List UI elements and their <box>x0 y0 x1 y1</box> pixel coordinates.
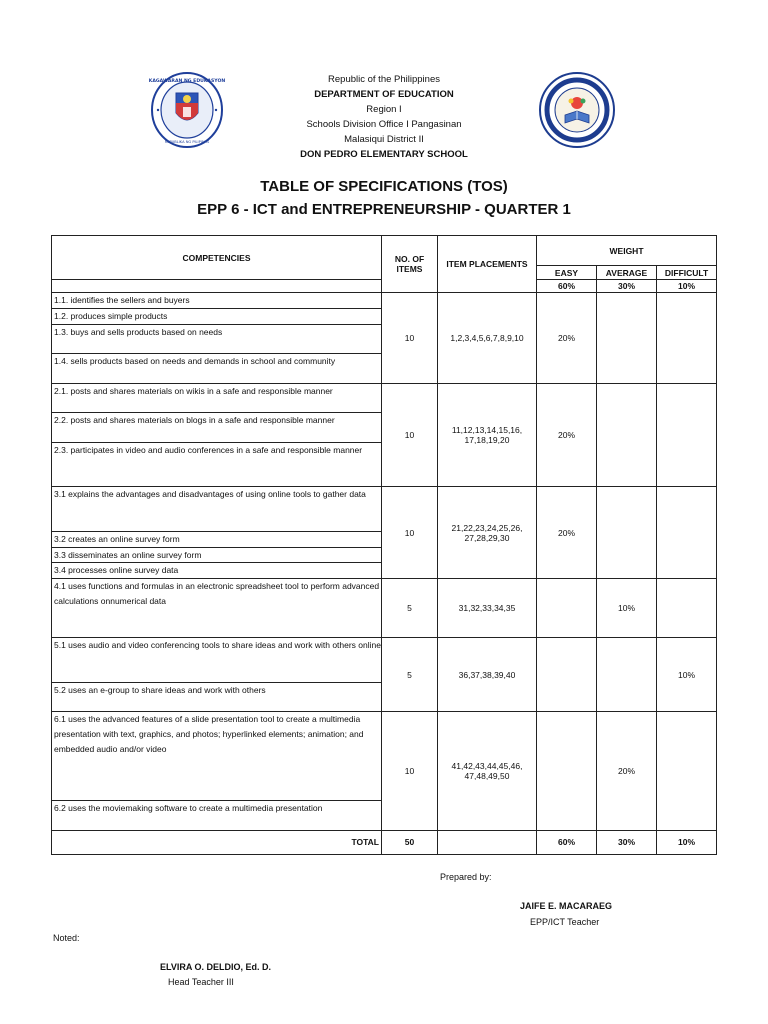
competency-row <box>52 712 717 801</box>
item-count-cell: 10 <box>382 712 438 830</box>
competency-text: 1.1. identifies the sellers and buyers <box>52 293 382 309</box>
weight-header: WEIGHT <box>537 236 717 266</box>
competency-text: 5.1 uses audio and video conferencing tools to share ideas and work with others online <box>52 638 382 682</box>
difficult-weight-cell <box>657 712 717 830</box>
letterhead-country: Republic of the Philippines <box>328 74 440 85</box>
item-count-cell: 10 <box>382 293 438 384</box>
noted-by-role: Head Teacher III <box>168 977 234 987</box>
difficult-weight-cell <box>657 487 717 579</box>
easy-weight-cell: 20% <box>537 383 597 487</box>
competency-text: 6.1 uses the advanced features of a slide presentation tool to create a multimedia presentation with text, graphics, and photos; hyperlinked elements; animation; and embedded audio and/or video <box>52 712 382 801</box>
competency-row <box>52 638 717 682</box>
prepared-by-role: EPP/ICT Teacher <box>530 917 600 927</box>
competency-text: 3.1 explains the advantages and disadvantages of using online tools to gather data <box>52 487 382 531</box>
competency-text: 5.2 uses an e-group to share ideas and work with others <box>52 682 382 712</box>
difficult-weight-cell <box>657 383 717 487</box>
item-placements-cell: 31,32,33,34,35 <box>438 579 537 638</box>
total-difficult: 10% <box>657 830 717 854</box>
average-weight-cell <box>597 638 657 712</box>
average-weight-cell: 10% <box>597 579 657 638</box>
item-placements-cell: 11,12,13,14,15,16, 17,18,19,20 <box>438 383 537 487</box>
competencies-header-blank <box>52 280 382 293</box>
difficult-weight-cell <box>657 579 717 638</box>
competency-text: 3.3 disseminates an online survey form <box>52 547 382 563</box>
competency-text: 1.2. produces simple products <box>52 308 382 324</box>
competency-row <box>52 293 717 309</box>
difficult-header: DIFFICULT <box>657 266 717 280</box>
difficult-percent: 10% <box>657 280 717 293</box>
competency-text: 2.2. posts and shares materials on blogs in a safe and responsible manner <box>52 413 382 443</box>
division-seal-icon <box>538 71 616 149</box>
item-placements-cell: 21,22,23,24,25,26, 27,28,29,30 <box>438 487 537 579</box>
difficult-weight-cell <box>657 293 717 384</box>
header-row <box>52 236 717 266</box>
average-weight-cell <box>597 293 657 384</box>
easy-weight-cell: 20% <box>537 293 597 384</box>
item-placements-cell: 1,2,3,4,5,6,7,8,9,10 <box>438 293 537 384</box>
total-row <box>52 830 717 854</box>
total-easy: 60% <box>537 830 597 854</box>
competency-text: 6.2 uses the moviemaking software to create a multimedia presentation <box>52 801 382 831</box>
item-count-cell: 10 <box>382 487 438 579</box>
competency-text: 2.3. participates in video and audio conferences in a safe and responsible manner <box>52 442 382 486</box>
competencies-header: COMPETENCIES <box>52 236 382 280</box>
easy-weight-cell <box>537 638 597 712</box>
easy-header: EASY <box>537 266 597 280</box>
letterhead-department: DEPARTMENT OF EDUCATION <box>314 89 454 100</box>
average-header: AVERAGE <box>597 266 657 280</box>
competency-text: 2.1. posts and shares materials on wikis in a safe and responsible manner <box>52 383 382 413</box>
competency-text: 3.2 creates an online survey form <box>52 531 382 547</box>
letterhead <box>234 72 534 162</box>
prepared-by-name: JAIFE E. MACARAEG <box>520 901 613 911</box>
svg-text:REPUBLIKA NG PILIPINAS: REPUBLIKA NG PILIPINAS <box>164 140 210 144</box>
competency-text: 3.4 processes online survey data <box>52 563 382 579</box>
prepared-by-label: Prepared by: <box>440 872 492 882</box>
average-weight-cell: 20% <box>597 712 657 830</box>
item-count-cell: 5 <box>382 638 438 712</box>
competency-text: 4.1 uses functions and formulas in an electronic spreadsheet tool to perform advanced calculations onnumerical data <box>52 579 382 638</box>
letterhead-school: DON PEDRO ELEMENTARY SCHOOL <box>300 149 468 160</box>
svg-text:KAGAWARAN NG EDUKASYON: KAGAWARAN NG EDUKASYON <box>148 79 226 84</box>
letterhead-region: Region I <box>366 104 402 115</box>
tos-table <box>51 235 717 855</box>
total-label: TOTAL <box>52 830 382 854</box>
item-placements-cell: 41,42,43,44,45,46, 47,48,49,50 <box>438 712 537 830</box>
easy-weight-cell: 20% <box>537 487 597 579</box>
division-seal-logo <box>538 71 616 149</box>
placements-header: ITEM PLACEMENTS <box>438 236 537 293</box>
total-average: 30% <box>597 830 657 854</box>
easy-weight-cell <box>537 579 597 638</box>
item-placements-cell: 36,37,38,39,40 <box>438 638 537 712</box>
competency-text: 1.4. sells products based on needs and demands in school and community <box>52 354 382 384</box>
competency-row <box>52 383 717 413</box>
average-percent: 30% <box>597 280 657 293</box>
letterhead-district: Malasiqui District II <box>344 134 424 145</box>
noted-by-name: ELVIRA O. DELDIO, Ed. D. <box>160 962 272 972</box>
letterhead-division: Schools Division Office I Pangasinan <box>306 119 462 130</box>
average-weight-cell <box>597 487 657 579</box>
items-header: NO. OF ITEMS <box>382 236 438 293</box>
competency-row <box>52 579 717 638</box>
easy-weight-cell <box>537 712 597 830</box>
deped-seal-logo <box>148 71 226 149</box>
easy-percent: 60% <box>537 280 597 293</box>
document-title: TABLE OF SPECIFICATIONS (TOS) <box>260 178 508 195</box>
competency-row <box>52 487 717 531</box>
noted-by-label: Noted: <box>53 933 80 943</box>
document-subtitle: EPP 6 - ICT and ENTREPRENEURSHIP - QUARTER 1 <box>197 201 571 218</box>
total-items: 50 <box>382 830 438 854</box>
item-count-cell: 10 <box>382 383 438 487</box>
item-count-cell: 5 <box>382 579 438 638</box>
competency-text: 1.3. buys and sells products based on needs <box>52 324 382 354</box>
total-placements <box>438 830 537 854</box>
difficult-weight-cell: 10% <box>657 638 717 712</box>
deped-seal-icon <box>148 71 226 149</box>
average-weight-cell <box>597 383 657 487</box>
